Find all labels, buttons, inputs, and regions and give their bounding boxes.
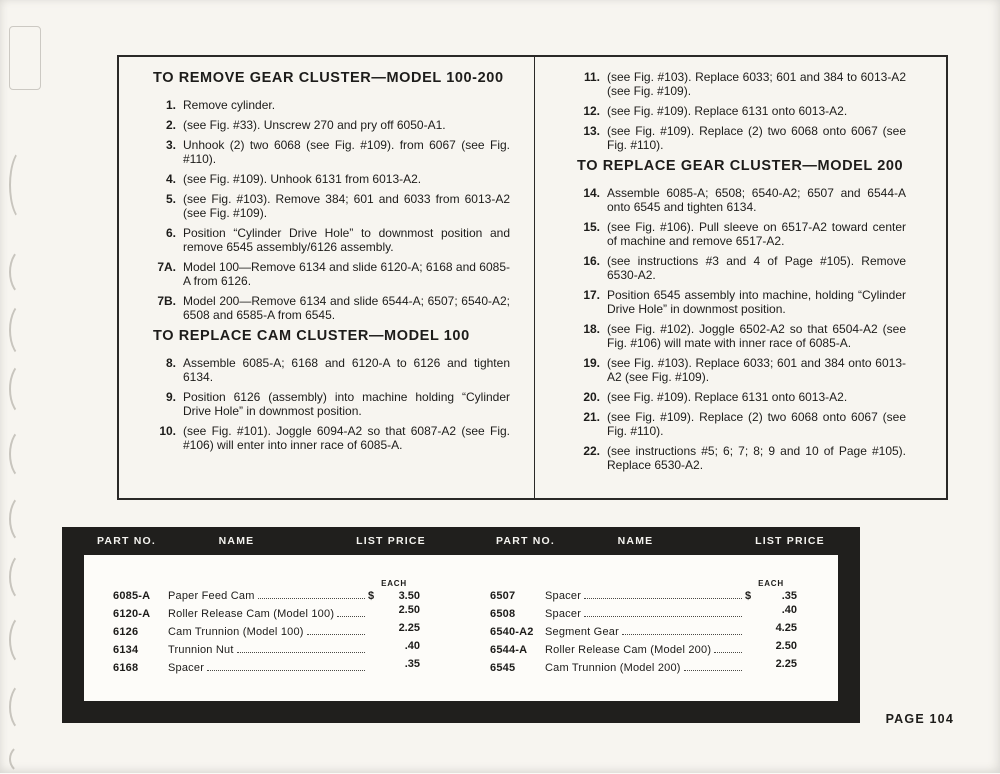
instruction-step xyxy=(577,70,906,98)
step-number: 18. xyxy=(583,322,600,336)
instruction-step xyxy=(577,124,906,152)
step-number: 12. xyxy=(583,104,600,118)
part-name-cell: Cam Trunnion (Model 100) xyxy=(168,626,304,638)
part-name-cell: Spacer xyxy=(545,608,582,620)
price-cell xyxy=(745,658,797,672)
step-number: 10. xyxy=(159,424,176,438)
instruction-step xyxy=(577,356,906,384)
price-cell xyxy=(745,604,797,618)
instruction-box xyxy=(117,55,948,500)
step-text: Unhook (2) two 6068 (see Fig. #109). from 6067 (see Fig. #110). xyxy=(183,138,510,166)
instructions-left-column xyxy=(119,57,534,498)
instruction-step xyxy=(153,172,510,186)
part-name-cell: Cam Trunnion (Model 200) xyxy=(545,662,681,674)
price-cell xyxy=(368,604,420,618)
price-cell xyxy=(368,622,420,636)
step-number: 5. xyxy=(165,192,176,206)
part-number-cell: 6134 xyxy=(113,644,139,656)
page-number: PAGE 104 xyxy=(885,712,954,726)
table-row xyxy=(113,604,420,622)
table-row xyxy=(113,640,420,658)
part-number-cell: 6545 xyxy=(490,662,516,674)
step-number: 17. xyxy=(583,288,600,302)
price-cell xyxy=(368,640,420,654)
parts-table-left-half xyxy=(84,579,461,701)
parts-rows-left xyxy=(113,590,420,676)
step-number: 22. xyxy=(583,444,600,458)
price-value: 2.25 xyxy=(398,621,420,634)
parts-table-body xyxy=(84,555,838,701)
part-number-cell: 6126 xyxy=(113,626,139,638)
binding-mark xyxy=(9,682,39,732)
part-name-cell: Spacer xyxy=(168,662,205,674)
table-row xyxy=(490,658,797,676)
section-title-remove-gear-cluster: TO REMOVE GEAR CLUSTER—MODEL 100-200 xyxy=(153,70,504,86)
currency-symbol: $ xyxy=(368,590,375,602)
dotted-leader xyxy=(622,634,742,635)
dotted-leader xyxy=(584,598,742,599)
continued-steps xyxy=(577,70,906,152)
each-label: EACH xyxy=(758,579,784,588)
step-number: 15. xyxy=(583,220,600,234)
instruction-step xyxy=(153,424,510,452)
dotted-leader xyxy=(714,652,742,653)
dotted-leader xyxy=(584,616,742,617)
parts-table-header xyxy=(62,527,860,555)
dotted-leader xyxy=(337,616,365,617)
step-number: 20. xyxy=(583,390,600,404)
binding-mark xyxy=(9,148,39,222)
instruction-step xyxy=(577,288,906,316)
currency-symbol: $ xyxy=(745,590,752,602)
parts-table-right-half xyxy=(461,579,838,701)
step-number: 7B. xyxy=(157,294,176,308)
dotted-leader xyxy=(684,670,742,671)
step-text: (see Fig. #109). Replace 6131 onto 6013-A2. xyxy=(607,104,848,118)
step-number: 19. xyxy=(583,356,600,370)
binding-mark xyxy=(9,428,39,480)
part-number-cell: 6168 xyxy=(113,662,139,674)
step-text: (see Fig. #109). Replace (2) two 6068 onto 6067 (see Fig. #110). xyxy=(607,124,906,152)
table-row xyxy=(490,622,797,640)
parts-table-header-left xyxy=(62,535,461,547)
part-number-cell: 6540-A2 xyxy=(490,626,534,638)
part-name-cell: Paper Feed Cam xyxy=(168,590,255,602)
part-number-cell: 6544-A xyxy=(490,644,528,656)
step-text: (see Fig. #103). Replace 6033; 601 and 384 to 6013-A2 (see Fig. #109). xyxy=(607,70,906,98)
instruction-step xyxy=(153,390,510,418)
price-value: 2.25 xyxy=(775,657,797,670)
step-text: (see Fig. #109). Unhook 6131 from 6013-A2. xyxy=(183,172,422,186)
step-text: Assemble 6085-A; 6508; 6540-A2; 6507 and 6544-A onto 6545 and tighten 6134. xyxy=(607,186,906,214)
step-number: 21. xyxy=(583,410,600,424)
step-text: Position 6545 assembly into machine, holding “Cylinder Drive Hole” in downmost position. xyxy=(607,288,906,316)
step-text: (see instructions #5; 6; 7; 8; 9 and 10 of Page #105). Replace 6530-A2. xyxy=(607,444,906,472)
instruction-step xyxy=(577,410,906,438)
replace-gear-steps xyxy=(577,186,906,472)
step-text: Model 100—Remove 6134 and slide 6120-A; 6168 and 6085-A from 6126. xyxy=(183,260,510,288)
price-cell xyxy=(368,658,420,672)
step-text: (see Fig. #106). Pull sleeve on 6517-A2 toward center of machine and remove 6517-A2. xyxy=(607,220,906,248)
table-row xyxy=(113,622,420,640)
instruction-step xyxy=(577,390,906,404)
price-value: 2.50 xyxy=(775,639,797,652)
instruction-step xyxy=(153,138,510,166)
binding-mark xyxy=(9,248,39,296)
instruction-step xyxy=(577,444,906,472)
step-text: (see Fig. #109). Replace (2) two 6068 onto 6067 (see Fig. #110). xyxy=(607,410,906,438)
binding-mark xyxy=(9,494,39,544)
part-name-cell: Roller Release Cam (Model 200) xyxy=(545,644,712,656)
price-cell xyxy=(745,622,797,636)
table-row xyxy=(113,658,420,676)
step-text: (see Fig. #103). Replace 6033; 601 and 384 onto 6013-A2 (see Fig. #109). xyxy=(607,356,906,384)
each-row xyxy=(490,579,797,588)
remove-gear-steps xyxy=(153,98,510,322)
step-text: Remove cylinder. xyxy=(183,98,276,112)
part-name-cell: Segment Gear xyxy=(545,626,619,638)
instructions-right-column xyxy=(534,57,946,498)
parts-price-table xyxy=(62,527,860,723)
parts-table-header-right xyxy=(461,535,860,547)
dotted-leader xyxy=(307,634,365,635)
binding-mark xyxy=(9,552,39,602)
step-number: 3. xyxy=(165,138,176,152)
part-name-cell: Roller Release Cam (Model 100) xyxy=(168,608,335,620)
step-number: 13. xyxy=(583,124,600,138)
dotted-leader xyxy=(258,598,365,599)
each-label: EACH xyxy=(381,579,407,588)
binding-mark xyxy=(9,744,39,774)
step-number: 16. xyxy=(583,254,600,268)
step-text: Position 6126 (assembly) into machine holding “Cylinder Drive Hole” in downmost position. xyxy=(183,390,510,418)
step-number: 1. xyxy=(165,98,176,112)
part-number-cell: 6508 xyxy=(490,608,516,620)
price-value: 3.50 xyxy=(398,590,420,602)
section-title-replace-gear-cluster: TO REPLACE GEAR CLUSTER—MODEL 200 xyxy=(577,158,904,174)
part-number-cell: 6120-A xyxy=(113,608,151,620)
step-text: Position “Cylinder Drive Hole” to downmost position and remove 6545 assembly/6126 assembly. xyxy=(183,226,510,254)
column-header-name: NAME xyxy=(218,535,255,547)
step-text: Assemble 6085-A; 6168 and 6120-A to 6126 and tighten 6134. xyxy=(183,356,510,384)
step-number: 6. xyxy=(165,226,176,240)
step-text: Model 200—Remove 6134 and slide 6544-A; 6507; 6540-A2; 6508 and 6585-A from 6545. xyxy=(183,294,510,322)
part-name-cell: Spacer xyxy=(545,590,582,602)
column-header-list-price: LIST PRICE xyxy=(755,535,825,547)
section-title-replace-cam-cluster: TO REPLACE CAM CLUSTER—MODEL 100 xyxy=(153,328,470,344)
binding-mark xyxy=(9,26,41,90)
price-cell xyxy=(745,590,797,604)
step-number: 11. xyxy=(583,70,600,84)
instruction-step xyxy=(577,322,906,350)
column-header-part-no: PART NO. xyxy=(97,535,156,547)
instruction-step xyxy=(577,186,906,214)
table-row xyxy=(490,590,797,604)
step-text: (see Fig. #102). Joggle 6502-A2 so that 6504-A2 (see Fig. #106) will mate with inner race of 6085-A. xyxy=(607,322,906,350)
binding-mark xyxy=(9,362,39,416)
table-row xyxy=(490,640,797,658)
step-number: 4. xyxy=(165,172,176,186)
each-row xyxy=(113,579,420,588)
instruction-step xyxy=(153,294,510,322)
binding-mark xyxy=(9,302,39,358)
column-header-list-price: LIST PRICE xyxy=(356,535,426,547)
price-value: 2.50 xyxy=(398,603,420,616)
price-value: .35 xyxy=(781,590,797,602)
part-name-cell: Trunnion Nut xyxy=(168,644,234,656)
table-row xyxy=(490,604,797,622)
instruction-step xyxy=(153,356,510,384)
price-value: .35 xyxy=(404,657,420,670)
step-number: 7A. xyxy=(157,260,176,274)
dotted-leader xyxy=(207,670,365,671)
instruction-step xyxy=(577,220,906,248)
instruction-step xyxy=(153,192,510,220)
step-number: 9. xyxy=(165,390,176,404)
price-value: .40 xyxy=(781,603,797,616)
step-text: (see Fig. #109). Replace 6131 onto 6013-A2. xyxy=(607,390,848,404)
step-text: (see Fig. #101). Joggle 6094-A2 so that 6087-A2 (see Fig. #106) will enter into inner race of 6085-A. xyxy=(183,424,510,452)
part-number-cell: 6085-A xyxy=(113,590,151,602)
column-header-part-no: PART NO. xyxy=(496,535,555,547)
price-cell xyxy=(368,590,420,604)
instruction-step xyxy=(153,260,510,288)
step-text: (see Fig. #33). Unscrew 270 and pry off 6050-A1. xyxy=(183,118,446,132)
step-text: (see instructions #3 and 4 of Page #105). Remove 6530-A2. xyxy=(607,254,906,282)
instruction-step xyxy=(153,98,510,112)
price-value: 4.25 xyxy=(775,621,797,634)
table-row xyxy=(113,590,420,604)
step-number: 14. xyxy=(583,186,600,200)
column-header-name: NAME xyxy=(617,535,654,547)
instruction-step xyxy=(577,254,906,282)
step-text: (see Fig. #103). Remove 384; 601 and 6033 from 6013-A2 (see Fig. #109). xyxy=(183,192,510,220)
binding-mark xyxy=(9,614,39,666)
price-cell xyxy=(745,640,797,654)
instruction-step xyxy=(153,118,510,132)
replace-cam-steps xyxy=(153,356,510,452)
instruction-step xyxy=(577,104,906,118)
dotted-leader xyxy=(237,652,365,653)
part-number-cell: 6507 xyxy=(490,590,516,602)
step-number: 8. xyxy=(165,356,176,370)
parts-rows-right xyxy=(490,590,797,676)
instruction-step xyxy=(153,226,510,254)
step-number: 2. xyxy=(165,118,176,132)
price-value: .40 xyxy=(404,639,420,652)
